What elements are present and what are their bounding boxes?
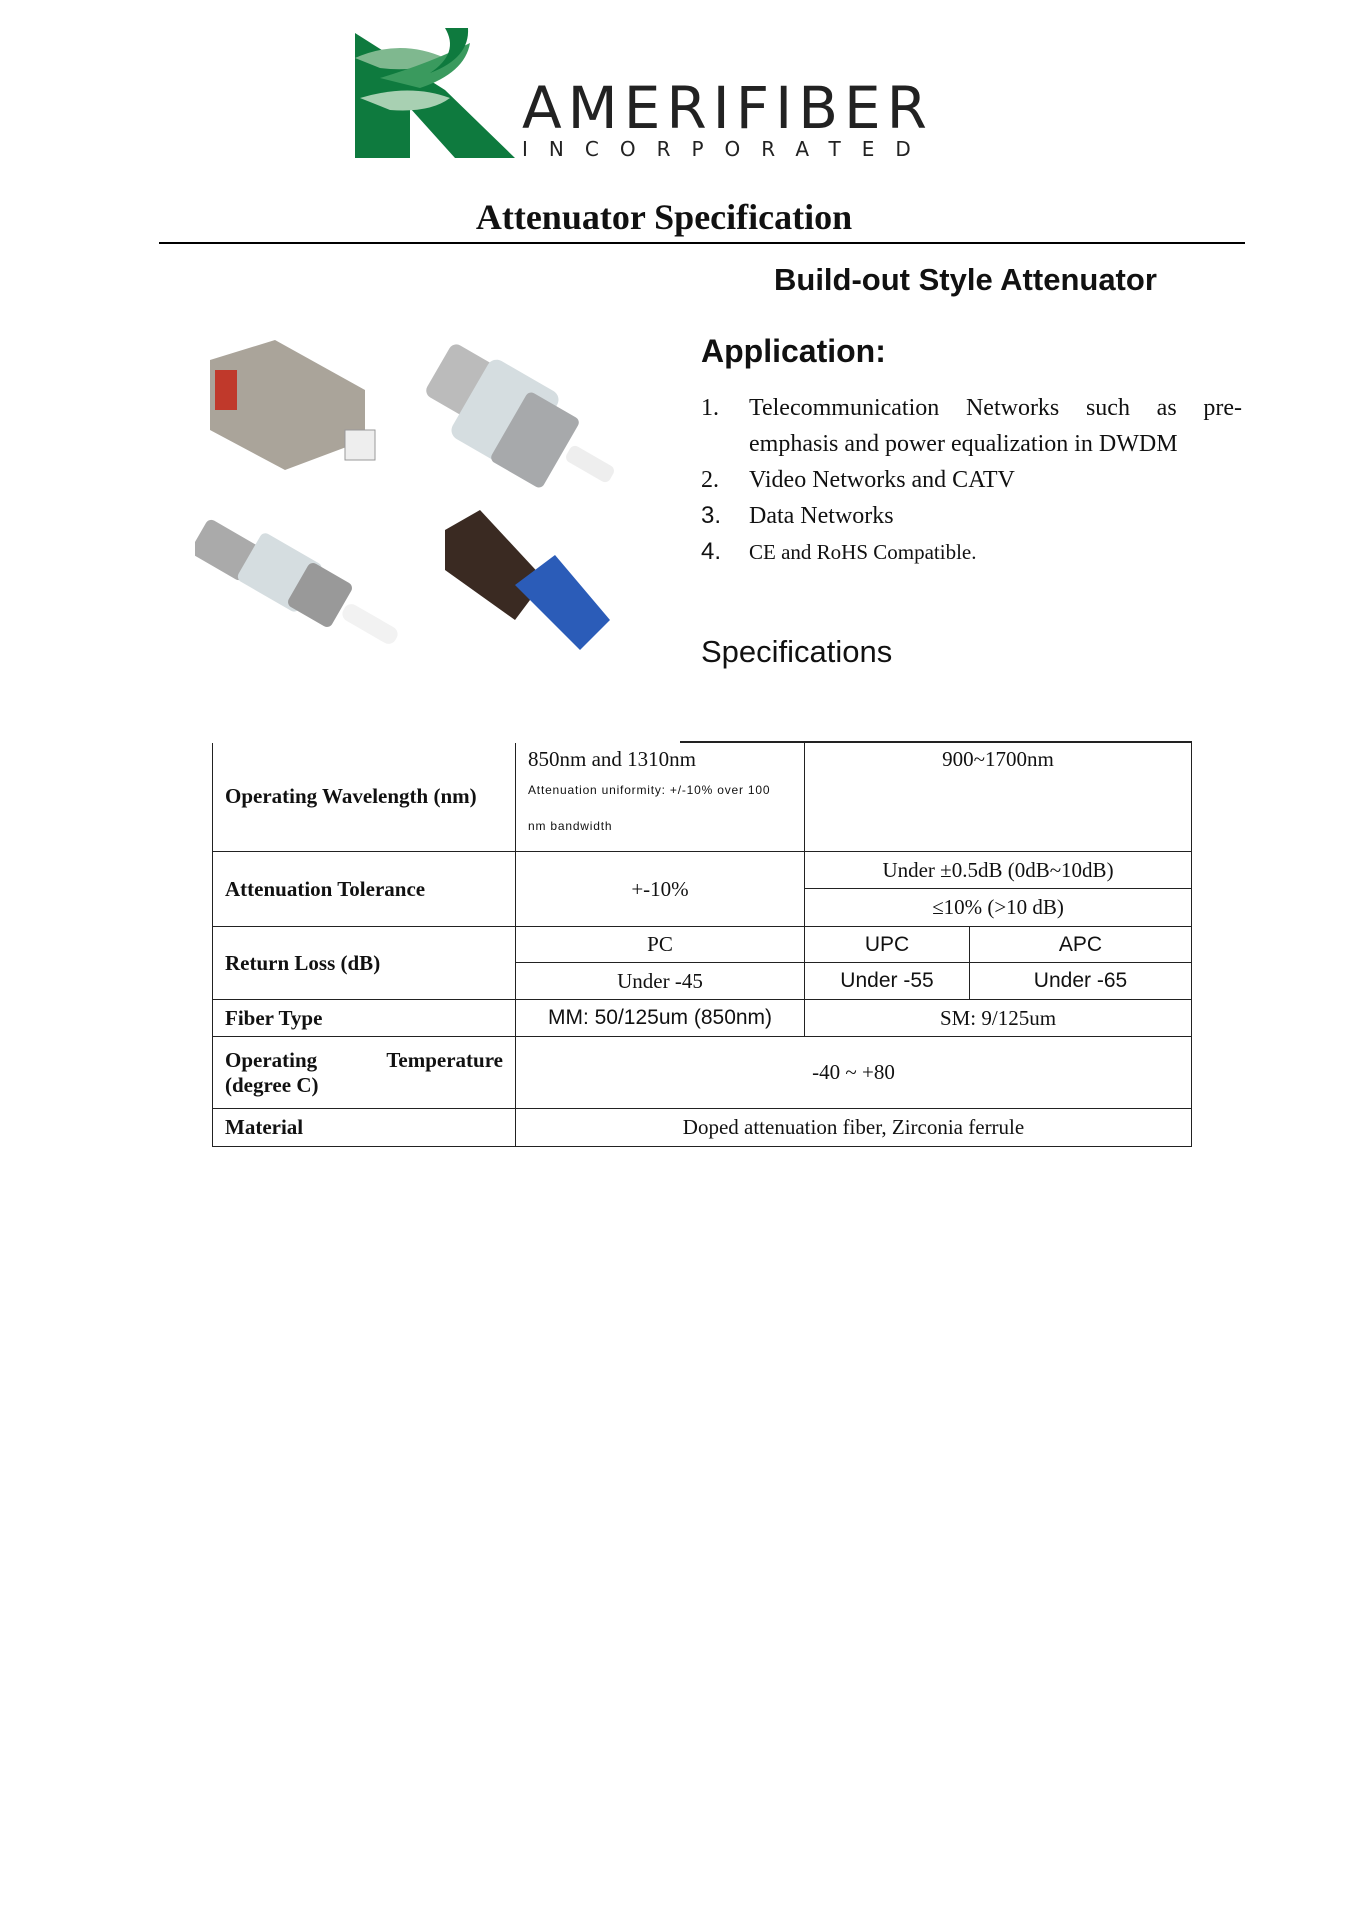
product-photos [195, 330, 675, 670]
spec-table [212, 742, 1192, 1147]
table-row [213, 743, 1192, 852]
table-row [213, 927, 1192, 963]
return-loss-label: Return Loss (dB) [213, 927, 516, 1000]
title-divider [159, 242, 1245, 244]
tolerance-mm: +-10% [516, 852, 805, 927]
amerifiber-logo [350, 28, 1010, 163]
wavelength-sm: 900~1700nm [805, 743, 1192, 852]
temperature-label [213, 1037, 516, 1109]
list-item [701, 390, 1242, 462]
specifications-heading: Specifications [701, 634, 893, 669]
lc-attenuator-image [445, 510, 610, 650]
temperature-value: -40 ~ +80 [516, 1037, 1192, 1109]
item-number: 2. [701, 467, 719, 493]
st-attenuator-image [195, 518, 400, 647]
return-loss-apc: Under -65 [970, 963, 1192, 1000]
application-list [701, 390, 1242, 570]
item-text: Telecommunication Networks such as pre-emphasis and power equalization in DWDM [749, 395, 1242, 457]
material-label: Material [213, 1109, 516, 1147]
product-subtitle: Build-out Style Attenuator [774, 262, 1157, 297]
table-row [213, 1000, 1192, 1037]
list-item [701, 462, 1242, 498]
fiber-type-mm: MM: 50/125um (850nm) [516, 1000, 805, 1037]
table-row [213, 1109, 1192, 1147]
wavelength-note: nm bandwidth [528, 818, 613, 833]
fiber-type-label: Fiber Type [213, 1000, 516, 1037]
return-loss-header-apc: APC [970, 927, 1192, 963]
wavelength-label: Operating Wavelength (nm) [213, 743, 516, 852]
item-number: 1. [701, 395, 719, 421]
temperature-label-part: Operating [225, 1047, 318, 1072]
item-text: Video Networks and CATV [749, 467, 1015, 493]
item-number: 3. [701, 502, 722, 529]
sc-attenuator-image [210, 340, 375, 470]
wavelength-mm-value: 850nm and 1310nm [528, 746, 696, 771]
material-value: Doped attenuation fiber, Zirconia ferrule [516, 1109, 1192, 1147]
item-text: CE and RoHS Compatible. [749, 540, 977, 564]
list-item [701, 534, 1242, 570]
fiber-type-sm: SM: 9/125um [805, 1000, 1192, 1037]
temperature-label-part: (degree C) [225, 1072, 319, 1097]
return-loss-header-pc: PC [516, 927, 805, 963]
item-number: 4. [701, 538, 722, 565]
tolerance-label: Attenuation Tolerance [213, 852, 516, 927]
return-loss-pc: Under -45 [516, 963, 805, 1000]
table-row [213, 1037, 1192, 1109]
logo-wordmark: AMERIFIBER [522, 74, 933, 142]
logo-tagline: INCORPORATED [522, 137, 932, 161]
tolerance-sm-high: ≤10% (>10 dB) [805, 889, 1192, 927]
fc-attenuator-image [423, 342, 616, 490]
tolerance-sm-low: Under ±0.5dB (0dB~10dB) [805, 852, 1192, 889]
temperature-label-part: Temperature [386, 1047, 503, 1072]
table-row [213, 852, 1192, 889]
return-loss-upc: Under -55 [805, 963, 970, 1000]
wavelength-mm [516, 743, 805, 852]
return-loss-header-upc: UPC [805, 927, 970, 963]
list-item [701, 498, 1242, 534]
wavelength-note: Attenuation uniformity: +/-10% over 100 [528, 782, 771, 797]
page-title: Attenuator Specification [475, 197, 853, 237]
item-text: Data Networks [749, 503, 894, 529]
application-heading: Application: [701, 333, 886, 369]
